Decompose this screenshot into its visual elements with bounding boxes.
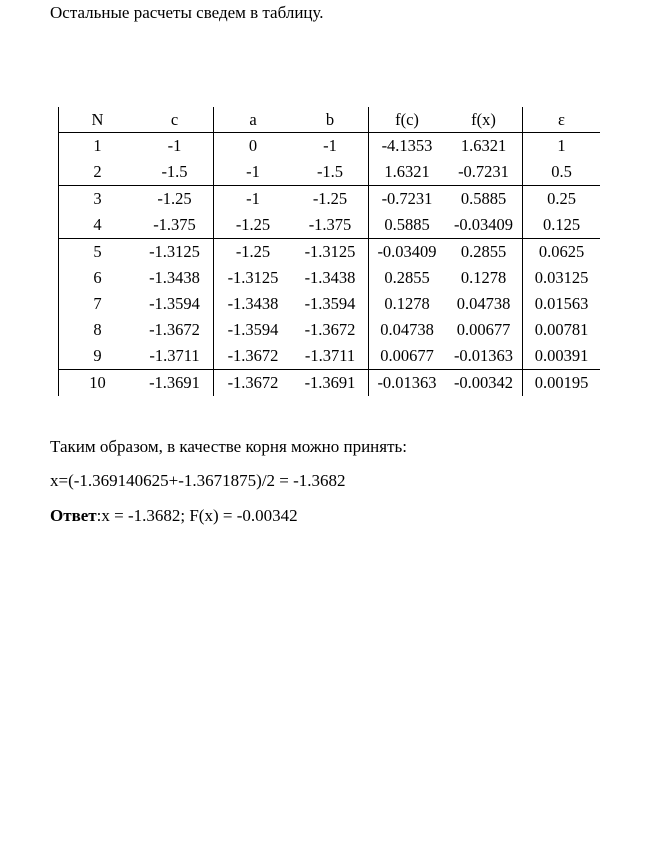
answer-line [50, 506, 298, 526]
table-cell: -4.1353 [369, 133, 446, 160]
table-cell: -1.5 [316, 162, 344, 181]
table-cell: -1.3438 [214, 291, 293, 317]
header-b: b [292, 107, 369, 133]
table-cell: 3 [59, 186, 137, 213]
table-cell: -0.03409 [453, 215, 514, 234]
table-cell: -1 [167, 136, 182, 155]
table-body [59, 133, 601, 397]
table-cell: -1.3438 [149, 268, 200, 287]
header-a: a [214, 107, 293, 133]
table-row [59, 343, 601, 370]
header-fx: f(x) [445, 107, 523, 133]
answer-label: Ответ [50, 506, 97, 525]
table-row [59, 239, 601, 266]
table-cell: -1.3672 [149, 320, 200, 339]
conclusion-text: Таким образом, в качестве корня можно принять: [50, 437, 407, 456]
table-cell: -1.375 [153, 215, 196, 234]
table-cell: 0.00195 [523, 370, 601, 397]
table-cell: 2 [59, 159, 137, 186]
table-cell: 9 [59, 343, 137, 370]
table-cell: -1.3691 [136, 370, 214, 397]
table-row [59, 186, 601, 213]
table-cell: -1 [323, 136, 337, 155]
header-c: c [136, 107, 214, 133]
table-cell: -1.5 [161, 162, 188, 181]
results-table [58, 107, 600, 396]
table-cell: -1.25 [136, 186, 214, 213]
table-cell: 4 [59, 212, 137, 239]
table-cell: -1.3125 [136, 239, 214, 266]
table-cell: 0.1278 [460, 268, 507, 287]
table-cell: 0.01563 [523, 291, 601, 317]
table-row [59, 212, 601, 239]
intro-text: Остальные расчеты сведем в таблицу. [50, 3, 324, 22]
table-cell: 0.5885 [369, 212, 446, 239]
table-row [59, 159, 601, 186]
table-cell: 0.00677 [456, 320, 511, 339]
table-row [59, 317, 601, 343]
table-cell: 0.2855 [445, 239, 523, 266]
table-cell: 0.00677 [369, 343, 446, 370]
table-cell: 1.6321 [369, 159, 446, 186]
table-cell: -0.7231 [369, 186, 446, 213]
table-cell: -1.3672 [304, 320, 356, 339]
table-cell: -1.3594 [304, 294, 356, 313]
table-cell: -1 [214, 186, 293, 213]
table-cell: -1.3594 [149, 294, 200, 313]
header-fc: f(c) [369, 107, 446, 133]
table-cell: 1 [523, 133, 601, 160]
table-cell: 0.0625 [523, 239, 601, 266]
table-cell: -1.3125 [214, 265, 293, 291]
table-cell: -1.3594 [214, 317, 293, 343]
table-cell: -1.3672 [214, 370, 293, 397]
table-cell: -1 [214, 159, 293, 186]
table-cell: 10 [59, 370, 137, 397]
table-cell: -0.03409 [369, 239, 446, 266]
table-cell: 0.5885 [445, 186, 523, 213]
table-cell: 0.04738 [369, 317, 446, 343]
table-cell: 0.1278 [369, 291, 446, 317]
table-cell: 0.125 [523, 212, 601, 239]
table-cell: -1.3672 [214, 343, 293, 370]
table-cell: -0.00342 [445, 370, 523, 397]
formula-text: x=(-1.369140625+-1.3671875)/2 = -1.3682 [50, 471, 346, 490]
table-cell: -1.25 [214, 239, 293, 266]
table-cell: -0.7231 [458, 162, 509, 181]
table-cell: -0.01363 [453, 346, 514, 365]
table-cell: 0.00781 [523, 317, 601, 343]
table-cell: -1.3438 [304, 268, 356, 287]
table-cell: 1.6321 [460, 136, 507, 155]
table-cell: 0.5 [523, 159, 601, 186]
table-cell: -1.3711 [149, 346, 200, 365]
header-n: N [59, 107, 137, 133]
table-row [59, 133, 601, 160]
table-cell: -1.25 [292, 186, 369, 213]
table-header-row [59, 107, 601, 133]
answer-text: :x = -1.3682; F(x) = -0.00342 [96, 506, 298, 525]
table-cell: 6 [59, 265, 137, 291]
table-row [59, 370, 601, 397]
table-row [59, 265, 601, 291]
table-cell: -1.3125 [292, 239, 369, 266]
table-cell: 0.00391 [523, 343, 601, 370]
table-cell: 0 [214, 133, 293, 160]
table-cell: -1.3691 [292, 370, 369, 397]
table-cell: 0.2855 [369, 265, 446, 291]
table-cell: 5 [59, 239, 137, 266]
table-cell: 7 [59, 291, 137, 317]
table-row [59, 291, 601, 317]
table-cell: 0.04738 [456, 294, 511, 313]
table-cell: 0.25 [523, 186, 601, 213]
table-cell: -1.25 [214, 212, 293, 239]
table-cell: 1 [59, 133, 137, 160]
table-cell: 8 [59, 317, 137, 343]
table-cell: -1.3711 [304, 346, 356, 365]
table-cell: -1.375 [308, 215, 352, 234]
table-cell: 0.03125 [523, 265, 601, 291]
table-cell: -0.01363 [369, 370, 446, 397]
header-epsilon: ε [523, 107, 601, 133]
